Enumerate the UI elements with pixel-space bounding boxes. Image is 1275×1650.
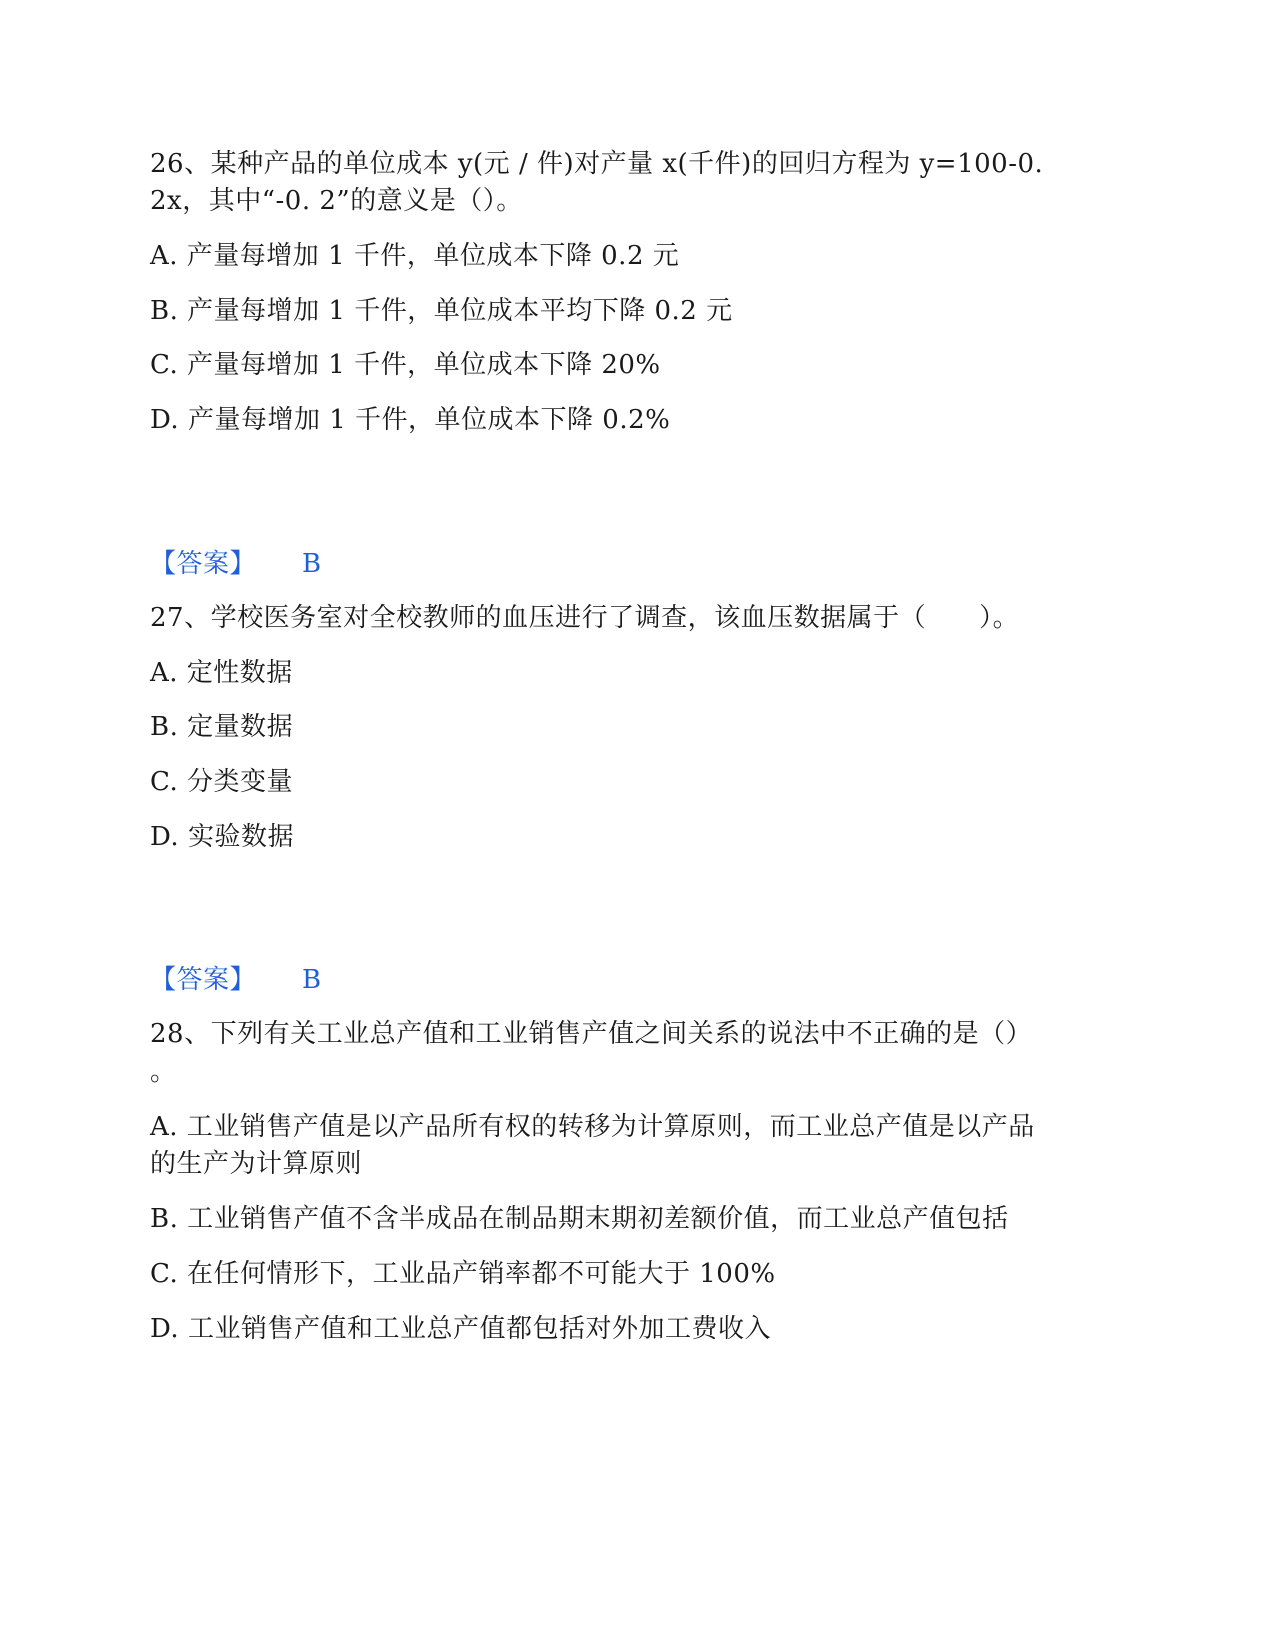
answer-tag: 【答案】 [150,965,257,995]
q28-option-d: D. 工业销售产值和工业总产值都包括对外加工费收入 [150,1314,771,1344]
q28-stem-line-1: 28、下列有关工业总产值和工业销售产值之间关系的说法中不正确的是（） [150,1019,1033,1049]
q28-option-a-line-2: 的生产为计算原则 [150,1149,363,1179]
q28-option-b: B. 工业销售产值不含半成品在制品期末期初差额价值，而工业总产值包括 [150,1204,1009,1234]
answer-tag: 【答案】 [150,549,257,579]
q27-option-a: A. 定性数据 [150,658,293,688]
q26-option-d: D. 产量每增加 1 千件，单位成本下降 0.2% [150,405,671,435]
q26-option-b: B. 产量每增加 1 千件，单位成本平均下降 0.2 元 [150,296,733,326]
q26-option-a: A. 产量每增加 1 千件，单位成本下降 0.2 元 [150,241,680,271]
q27-option-b: B. 定量数据 [150,712,294,742]
q26-stem-line-2: 2x，其中“-0. 2”的意义是（）。 [150,186,523,216]
q27-option-c: C. 分类变量 [150,767,293,797]
q28-option-c: C. 在任何情形下，工业品产销率都不可能大于 100% [150,1259,776,1289]
answer-value: B [302,549,322,579]
q28-stem-line-2: 。 [150,1057,177,1087]
q26-stem-line-1: 26、某种产品的单位成本 y(元 / 件)对产量 x(千件)的回归方程为 y=100-0. [150,149,1044,179]
q26-option-c: C. 产量每增加 1 千件，单位成本下降 20% [150,350,661,380]
q28-option-a-line-1: A. 工业销售产值是以产品所有权的转移为计算原则，而工业总产值是以产品 [150,1112,1035,1142]
q27-stem-line-1: 27、学校医务室对全校教师的血压进行了调查，该血压数据属于（ ）。 [150,603,1020,633]
q26-answer [150,546,322,582]
q27-answer [150,962,322,998]
q27-option-d: D. 实验数据 [150,822,294,852]
answer-value: B [302,965,322,995]
